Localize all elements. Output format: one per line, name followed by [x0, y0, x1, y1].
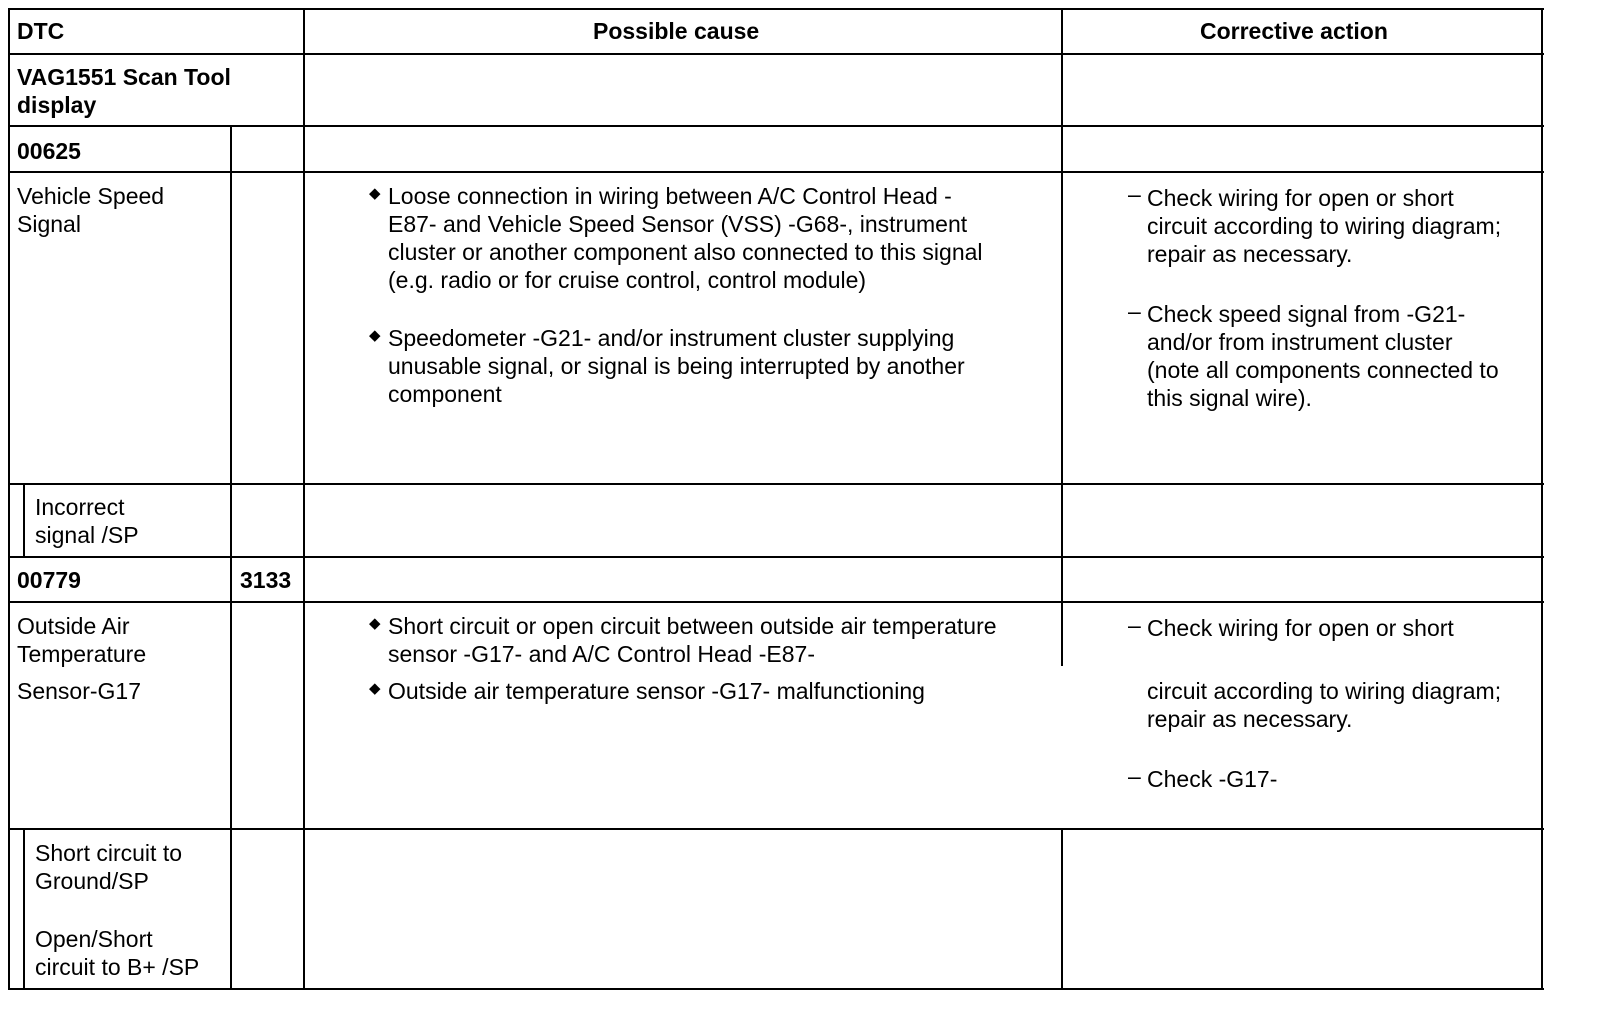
action-line: (note all components connected to [1147, 357, 1499, 383]
column-divider [1061, 8, 1063, 666]
action-line: repair as necessary. [1147, 241, 1353, 267]
action-line: Check -G17- [1147, 766, 1278, 792]
cause-line: Loose connection in wiring between A/C Control Head - [388, 183, 952, 209]
row-divider [8, 125, 1544, 127]
dtc-code: 00625 [17, 138, 81, 164]
dtc-name-line1: Outside Air [17, 613, 130, 639]
action-line: circuit according to wiring diagram; [1147, 213, 1502, 239]
dtc-name-line2: Temperature [17, 641, 147, 667]
header-possible-cause: Possible cause [593, 18, 760, 44]
dash-marker-icon: – [1128, 298, 1141, 324]
dtc-code: 00779 [17, 567, 81, 593]
table-border-left [8, 8, 10, 990]
row-divider [8, 556, 1544, 558]
fault-type-line: signal /SP [35, 522, 139, 548]
column-divider [230, 125, 232, 990]
cause-line: unusable signal, or signal is being interrupted by another [388, 353, 965, 379]
cause-line: Speedometer -G21- and/or instrument cluster supplying [388, 325, 955, 351]
bullet-diamond-icon: ◆ [369, 327, 381, 344]
action-line: and/or from instrument cluster [1147, 329, 1453, 355]
cause-line: Short circuit or open circuit between outside air temperature [388, 613, 997, 639]
cause-line: Outside air temperature sensor -G17- malfunctioning [388, 678, 925, 704]
bullet-diamond-icon: ◆ [369, 185, 381, 202]
row-divider [8, 53, 1544, 55]
action-line: Check wiring for open or short [1147, 615, 1454, 641]
fault-type-line: Short circuit to [35, 840, 182, 866]
cause-line: E87- and Vehicle Speed Sensor (VSS) -G68-, instrument [388, 211, 968, 237]
fault-type-line: Open/Short [35, 926, 153, 952]
column-divider [303, 8, 305, 990]
cause-line: sensor -G17- and A/C Control Head -E87- [388, 641, 815, 667]
dtc-name-line1: Vehicle Speed [17, 183, 165, 209]
row-divider [8, 601, 1544, 603]
scan-tool-label-line2: display [17, 92, 97, 118]
dtc-name-line2: Signal [17, 211, 81, 237]
column-divider [1061, 828, 1063, 990]
action-line: this signal wire). [1147, 385, 1312, 411]
cause-line: cluster or another component also connected to this signal [388, 239, 983, 265]
header-corrective-action: Corrective action [1200, 18, 1388, 44]
dash-marker-icon: – [1128, 612, 1141, 638]
bullet-diamond-icon: ◆ [369, 680, 381, 697]
cause-line: (e.g. radio or for cruise control, control module) [388, 267, 867, 293]
table-border-right [1541, 8, 1543, 990]
fault-indent-line [23, 828, 25, 990]
fault-type-line: Incorrect [35, 494, 125, 520]
fault-indent-line [23, 483, 25, 558]
action-line: repair as necessary. [1147, 706, 1353, 732]
fault-type-line: Ground/SP [35, 868, 149, 894]
cause-line: component [388, 381, 502, 407]
action-line: Check speed signal from -G21- [1147, 301, 1466, 327]
row-divider [8, 483, 1544, 485]
table-border-top [8, 8, 1544, 10]
scan-tool-label-line1: VAG1551 Scan Tool [17, 64, 231, 90]
table-border-bottom [8, 988, 1544, 990]
fault-type-line: circuit to B+ /SP [35, 954, 200, 980]
row-divider [8, 828, 1544, 830]
header-dtc: DTC [17, 18, 65, 44]
dtc-name-line3: Sensor-G17 [17, 678, 142, 704]
action-line: circuit according to wiring diagram; [1147, 678, 1502, 704]
row-divider [8, 171, 1544, 173]
dash-marker-icon: – [1128, 181, 1141, 207]
dash-marker-icon: – [1128, 763, 1141, 789]
action-line: Check wiring for open or short [1147, 185, 1454, 211]
bullet-diamond-icon: ◆ [369, 615, 381, 632]
vas-code: 3133 [240, 567, 292, 593]
